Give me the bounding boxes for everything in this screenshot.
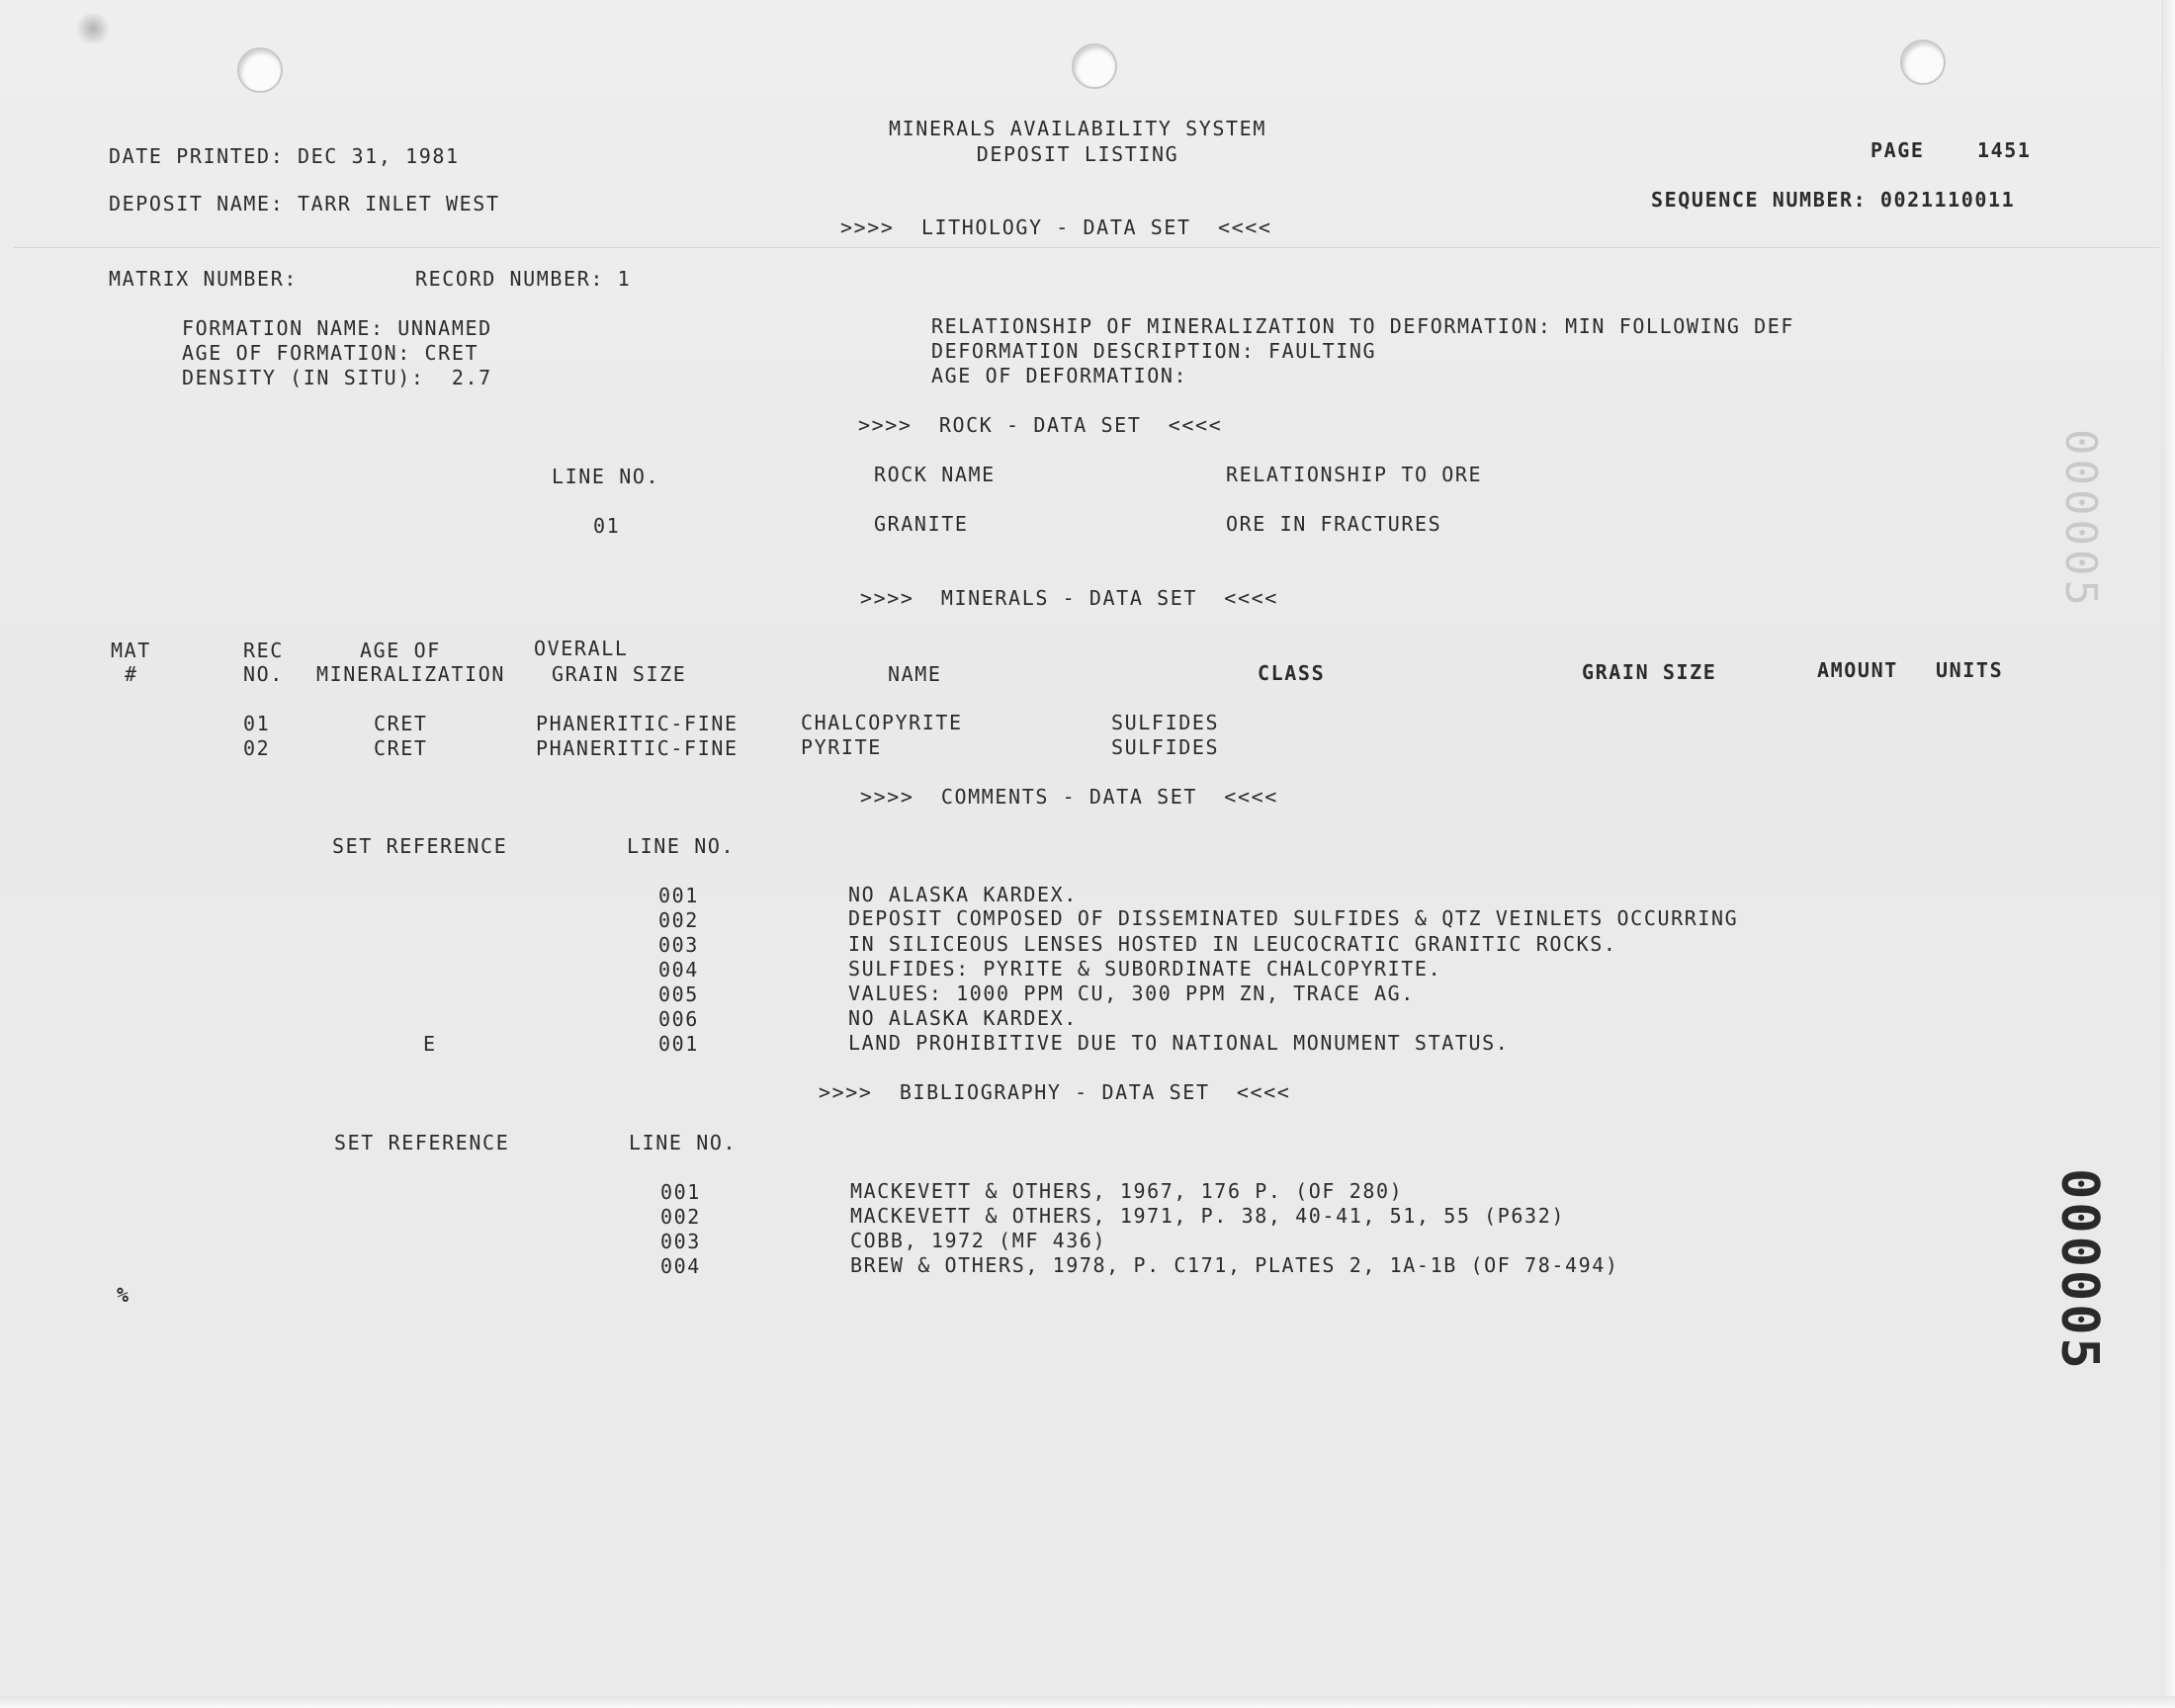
minerals-heading: >>>> MINERALS - DATA SET <<<<	[860, 586, 1278, 610]
comment-text: IN SILICEOUS LENSES HOSTED IN LEUCOCRATIC GRANITIC ROCKS.	[848, 932, 1617, 956]
rock-heading: >>>> ROCK - DATA SET <<<<	[858, 413, 1223, 437]
date-printed: DATE PRINTED: DEC 31, 1981	[109, 144, 460, 168]
mineralization-deformation-relationship: RELATIONSHIP OF MINERALIZATION TO DEFORMATION: MIN FOLLOWING DEF	[931, 314, 1795, 338]
comment-line-no: 006	[658, 1007, 699, 1031]
bibliography-line-no: 003	[660, 1230, 701, 1253]
ghost-frame-stamp: 000005	[2055, 429, 2106, 610]
rock-row-line: 01	[593, 514, 621, 538]
bibliography-col-set-reference: SET REFERENCE	[334, 1131, 510, 1154]
minerals-row-name: PYRITE	[801, 735, 882, 759]
punch-hole-right	[1900, 40, 1946, 85]
minerals-col-mineralization: MINERALIZATION	[316, 662, 505, 686]
bibliography-line-no: 002	[660, 1205, 701, 1229]
minerals-row-grain: PHANERITIC-FINE	[536, 736, 739, 760]
lithology-heading: >>>> LITHOLOGY - DATA SET <<<<	[840, 215, 1272, 239]
minerals-row-rec: 02	[243, 736, 271, 760]
minerals-row-class: SULFIDES	[1111, 735, 1220, 759]
minerals-col-units: UNITS	[1936, 658, 2004, 682]
minerals-row-rec: 01	[243, 712, 271, 735]
percent-mark: %	[117, 1283, 130, 1307]
bibliography-entry: MACKEVETT & OTHERS, 1967, 176 P. (OF 280)	[850, 1179, 1404, 1203]
comment-text: DEPOSIT COMPOSED OF DISSEMINATED SULFIDES & QTZ VEINLETS OCCURRING	[848, 906, 1739, 930]
minerals-col-rec: REC	[243, 639, 284, 662]
comments-col-line-no: LINE NO.	[627, 834, 736, 858]
bibliography-entry: BREW & OTHERS, 1978, P. C171, PLATES 2, 1A-1B (OF 78-494)	[850, 1253, 1619, 1277]
deposit-name: DEPOSIT NAME: TARR INLET WEST	[109, 192, 500, 215]
bibliography-entry: MACKEVETT & OTHERS, 1971, P. 38, 40-41, 51, 55 (P632)	[850, 1204, 1565, 1228]
ink-smudge	[77, 14, 117, 43]
comment-text: NO ALASKA KARDEX.	[848, 883, 1078, 906]
comment-line-no: 002	[658, 908, 699, 932]
rock-row-name: GRANITE	[874, 512, 969, 536]
minerals-col-age-of: AGE OF	[360, 639, 441, 662]
minerals-row-age: CRET	[374, 736, 428, 760]
age-of-deformation: AGE OF DEFORMATION:	[931, 364, 1188, 387]
comment-line-no: 001	[658, 884, 699, 907]
minerals-col-amount: AMOUNT	[1817, 658, 1898, 682]
system-title: MINERALS AVAILABILITY SYSTEM	[889, 117, 1266, 140]
page-edge-right	[2161, 0, 2175, 1708]
header-divider	[14, 247, 2159, 248]
rock-row-relationship: ORE IN FRACTURES	[1226, 512, 1442, 536]
sequence-number: SEQUENCE NUMBER: 0021110011	[1651, 188, 2016, 212]
punch-hole-left	[237, 47, 283, 93]
page-number: 1451	[1977, 138, 2032, 162]
rock-col-relationship: RELATIONSHIP TO ORE	[1226, 463, 1483, 486]
minerals-col-overall-grain-size: GRAIN SIZE	[552, 662, 687, 686]
comment-text: LAND PROHIBITIVE DUE TO NATIONAL MONUMENT STATUS.	[848, 1031, 1510, 1055]
comment-line-no: 003	[658, 933, 699, 957]
minerals-col-name: NAME	[888, 662, 942, 686]
minerals-col-class: CLASS	[1258, 661, 1326, 685]
comment-text: VALUES: 1000 PPM CU, 300 PPM ZN, TRACE AG.	[848, 982, 1415, 1005]
bibliography-col-line-no: LINE NO.	[629, 1131, 738, 1154]
bibliography-heading: >>>> BIBLIOGRAPHY - DATA SET <<<<	[819, 1080, 1291, 1104]
comment-line-no: 005	[658, 982, 699, 1006]
page-label: PAGE	[1870, 138, 1925, 162]
frame-number-stamp: 000005	[2049, 1168, 2109, 1372]
density-in-situ: DENSITY (IN SITU): 2.7	[182, 366, 492, 389]
matrix-number: MATRIX NUMBER:	[109, 267, 298, 291]
age-of-formation: AGE OF FORMATION: CRET	[182, 341, 479, 365]
bibliography-line-no: 004	[660, 1254, 701, 1278]
minerals-col-mat: MAT	[111, 639, 151, 662]
rock-col-rock-name: ROCK NAME	[874, 463, 996, 486]
comment-line-no: 001	[658, 1032, 699, 1056]
minerals-row-class: SULFIDES	[1111, 711, 1220, 734]
comments-col-set-reference: SET REFERENCE	[332, 834, 508, 858]
rock-col-line-no: LINE NO.	[552, 465, 660, 488]
minerals-row-age: CRET	[374, 712, 428, 735]
deformation-description: DEFORMATION DESCRIPTION: FAULTING	[931, 339, 1377, 363]
record-number: RECORD NUMBER: 1	[415, 267, 632, 291]
comments-heading: >>>> COMMENTS - DATA SET <<<<	[860, 785, 1278, 809]
comment-set-reference: E	[423, 1032, 437, 1056]
minerals-row-grain: PHANERITIC-FINE	[536, 712, 739, 735]
comment-text: NO ALASKA KARDEX.	[848, 1006, 1078, 1030]
formation-name: FORMATION NAME: UNNAMED	[182, 316, 492, 340]
bibliography-line-no: 001	[660, 1180, 701, 1204]
minerals-col-grain-size: GRAIN SIZE	[1582, 660, 1717, 684]
minerals-col-overall: OVERALL	[534, 637, 629, 660]
comment-line-no: 004	[658, 958, 699, 982]
punch-hole-center	[1072, 43, 1117, 89]
bibliography-entry: COBB, 1972 (MF 436)	[850, 1229, 1107, 1252]
page-edge-bottom	[0, 1696, 2175, 1708]
comment-text: SULFIDES: PYRITE & SUBORDINATE CHALCOPYRITE.	[848, 957, 1442, 981]
minerals-col-mat-hash: #	[125, 662, 138, 686]
minerals-row-name: CHALCOPYRITE	[801, 711, 963, 734]
listing-title: DEPOSIT LISTING	[976, 142, 1179, 166]
minerals-col-rec-no: NO.	[243, 662, 284, 686]
